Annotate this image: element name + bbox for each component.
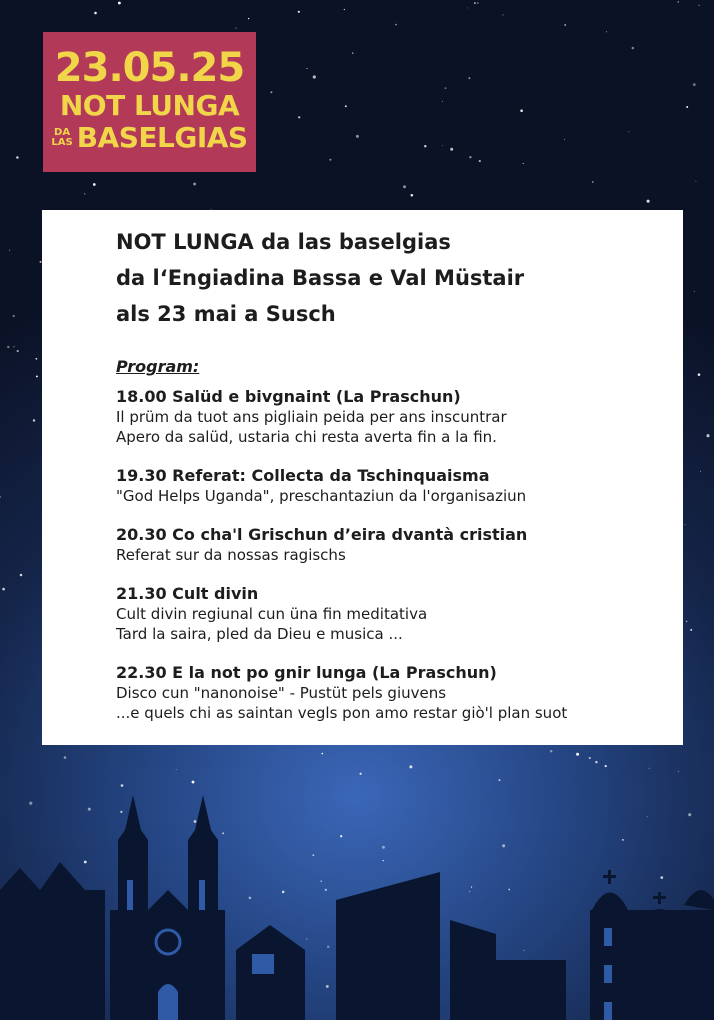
star bbox=[36, 358, 38, 360]
star bbox=[344, 9, 345, 10]
star bbox=[450, 148, 453, 151]
star bbox=[409, 765, 412, 768]
star bbox=[445, 87, 447, 89]
star bbox=[7, 346, 9, 348]
star bbox=[678, 1, 680, 3]
building-silhouette bbox=[496, 960, 566, 1020]
star bbox=[9, 250, 10, 251]
star bbox=[424, 145, 426, 147]
star bbox=[16, 156, 19, 159]
star bbox=[647, 200, 650, 203]
star bbox=[403, 185, 406, 188]
star bbox=[686, 621, 688, 623]
badge-title-line2 bbox=[53, 122, 246, 154]
program-item-desc: Tard la saira, pled da Dieu e musica ... bbox=[116, 625, 403, 643]
star bbox=[270, 91, 272, 93]
program-heading: Program: bbox=[116, 357, 200, 376]
star bbox=[700, 471, 701, 472]
star bbox=[595, 761, 597, 763]
star bbox=[13, 315, 15, 317]
program-item-time-title: 19.30 Referat: Collecta da Tschinquaisma bbox=[116, 466, 490, 485]
star bbox=[248, 18, 249, 19]
star bbox=[632, 47, 634, 49]
program-item bbox=[116, 662, 643, 723]
dome-silhouette bbox=[684, 890, 714, 910]
star bbox=[649, 768, 650, 769]
star bbox=[698, 5, 699, 6]
star bbox=[93, 183, 96, 186]
title-line: NOT LUNGA da las baselgias bbox=[116, 230, 451, 254]
star bbox=[706, 434, 709, 437]
badge-small-top: DA bbox=[54, 127, 71, 138]
star bbox=[550, 750, 552, 752]
star bbox=[523, 163, 524, 164]
star bbox=[84, 193, 86, 195]
star bbox=[467, 7, 468, 8]
building-silhouette bbox=[336, 872, 440, 1020]
star bbox=[13, 346, 14, 347]
star bbox=[321, 753, 323, 755]
badge-title-line1: NOT LUNGA bbox=[59, 89, 240, 122]
star bbox=[698, 373, 701, 376]
program-item-desc: Cult divin regiunal cun üna fin meditativa bbox=[116, 605, 428, 623]
star bbox=[576, 753, 579, 756]
star bbox=[479, 160, 481, 162]
star bbox=[2, 588, 5, 591]
star bbox=[469, 156, 471, 158]
program-item bbox=[116, 465, 643, 506]
star bbox=[695, 181, 696, 182]
program-item-desc: Apero da salüd, ustaria chi resta averta fin a la fin. bbox=[116, 428, 497, 446]
cross-icon bbox=[603, 875, 616, 878]
program-item-desc: ...e quels chi as saintan vegls pon amo restar giò'l plan suot bbox=[116, 704, 568, 722]
star bbox=[474, 2, 476, 4]
star bbox=[520, 109, 523, 112]
star bbox=[606, 31, 607, 32]
star bbox=[345, 105, 347, 107]
badge-small-words bbox=[51, 128, 72, 148]
star bbox=[564, 139, 565, 140]
cross-icon bbox=[653, 896, 666, 899]
building-silhouette bbox=[450, 920, 496, 1020]
star bbox=[356, 135, 359, 138]
church-gable bbox=[148, 890, 188, 910]
program-card bbox=[42, 210, 683, 745]
star bbox=[329, 159, 331, 161]
badge-date: 23.05.25 bbox=[54, 45, 245, 91]
star bbox=[690, 629, 692, 631]
star bbox=[592, 181, 594, 183]
star bbox=[693, 83, 696, 86]
star bbox=[36, 375, 38, 377]
star bbox=[694, 291, 695, 292]
event-logo-badge bbox=[43, 32, 256, 172]
church-skyline-silhouette bbox=[0, 780, 714, 1020]
star bbox=[17, 350, 19, 352]
star bbox=[477, 2, 478, 3]
star bbox=[628, 131, 629, 132]
program-item-time-title: 22.30 E la not po gnir lunga (La Praschun) bbox=[116, 663, 497, 682]
house-silhouette bbox=[0, 862, 105, 1020]
star bbox=[298, 116, 300, 118]
program-item-time-title: 21.30 Cult divin bbox=[116, 584, 259, 603]
star bbox=[352, 52, 353, 53]
program-item bbox=[116, 583, 643, 644]
star bbox=[605, 765, 607, 767]
star bbox=[118, 2, 121, 5]
star bbox=[313, 75, 316, 78]
program-item-desc: Referat sur da nossas ragischs bbox=[116, 546, 346, 564]
star bbox=[176, 769, 177, 770]
program-item bbox=[116, 386, 643, 447]
dome-silhouette bbox=[592, 893, 628, 911]
star bbox=[298, 11, 300, 13]
star bbox=[564, 24, 566, 26]
program-item-desc: "God Helps Uganda", preschantaziun da l'organisaziun bbox=[116, 487, 527, 505]
program-item-time-title: 18.00 Salüd e bivgnaint (La Praschun) bbox=[116, 387, 461, 406]
star bbox=[193, 183, 196, 186]
title-line: da l‘Engiadina Bassa e Val Müstair bbox=[116, 266, 525, 290]
star bbox=[685, 524, 686, 525]
star bbox=[589, 757, 591, 759]
star bbox=[0, 496, 1, 498]
star bbox=[678, 771, 679, 772]
star bbox=[94, 12, 97, 15]
star bbox=[442, 145, 443, 146]
program-item-desc: Disco cun "nanonoise" - Pustüt pels giuvens bbox=[116, 684, 447, 702]
star bbox=[64, 756, 67, 759]
star bbox=[411, 194, 414, 197]
star bbox=[306, 68, 307, 69]
program-item-desc: Il prüm da tuot ans pigliain peida per ans inscuntrar bbox=[116, 408, 507, 426]
card-title bbox=[116, 224, 643, 332]
star bbox=[468, 77, 470, 79]
program-item bbox=[116, 524, 643, 565]
star bbox=[442, 101, 443, 102]
badge-big-word: BASELGIAS bbox=[76, 121, 248, 154]
star bbox=[20, 574, 23, 577]
badge-small-bottom: LAS bbox=[51, 137, 73, 148]
star bbox=[395, 24, 397, 26]
star bbox=[33, 419, 35, 421]
star bbox=[360, 773, 362, 775]
program-item-time-title: 20.30 Co cha'l Grischun d’eira dvantà cristian bbox=[116, 525, 528, 544]
star bbox=[236, 28, 237, 29]
title-line: als 23 mai a Susch bbox=[116, 302, 336, 326]
star bbox=[502, 14, 503, 15]
star bbox=[686, 106, 688, 108]
